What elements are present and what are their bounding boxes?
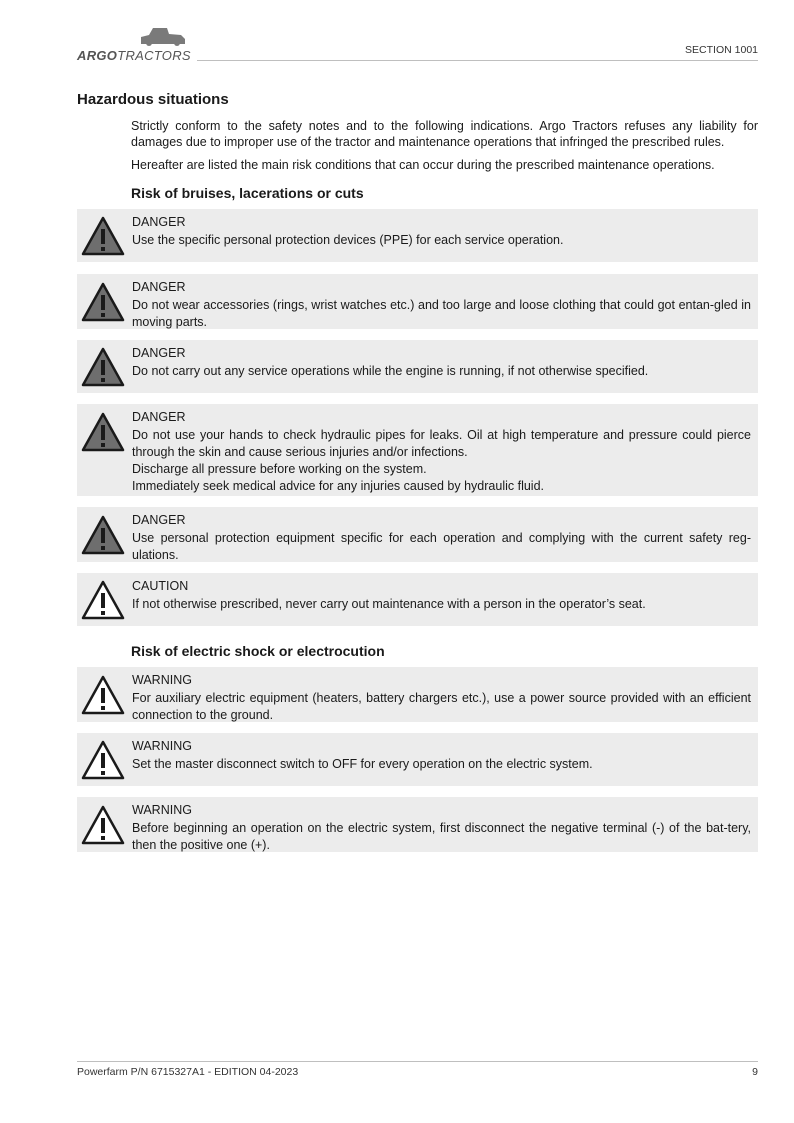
notice-text: Do not wear accessories (rings, wrist watches etc.) and too large and loose clothing that could got entan-gled in moving parts. [132, 298, 751, 329]
notice-level: WARNING [132, 739, 192, 753]
danger-warning-triangle-icon [81, 216, 125, 256]
page-title: Hazardous situations [77, 91, 229, 108]
footer-edition: Powerfarm P/N 6715327A1 - EDITION 04-2023 [77, 1066, 299, 1078]
notice-level: DANGER [132, 215, 186, 229]
notice-text: Do not use your hands to check hydraulic pipes for leaks. Oil at high temperature and pressure could pierce through the skin and cause serious injuries and/or infections. Discharge all pressure before working on the system. Immediately seek medical advice for any injuries caused by hydraulic fluid. [132, 428, 751, 493]
notice-text: Before beginning an operation on the electric system, first disconnect the negative terminal (-) of the bat-tery, then the positive one (+). [132, 821, 751, 852]
notice-level: WARNING [132, 803, 192, 817]
intro-paragraph-2: Hereafter are listed the main risk conditions that can occur during the prescribed maintenance operations. [131, 158, 715, 172]
caution-warning-triangle-icon [81, 580, 125, 620]
section-label: SECTION 1001 [685, 44, 758, 56]
intro-paragraph-1: Strictly conform to the safety notes and to the following indications. Argo Tractors refuses any liability for damages due to improper use of the tractor and maintenance operations that infringed the prescribed rules. [131, 119, 758, 149]
danger-warning-triangle-icon [81, 282, 125, 322]
notice-box [77, 573, 758, 626]
notice-box [77, 507, 758, 562]
notice-text: Use the specific personal protection devices (PPE) for each service operation. [132, 233, 564, 247]
notice-level: DANGER [132, 346, 186, 360]
logo-wordmark: ARGOTRACTORS [77, 48, 191, 63]
notice-text: Do not carry out any service operations while the engine is running, if not otherwise specified. [132, 364, 649, 378]
argo-tractors-logo [77, 22, 197, 62]
notice-box [77, 733, 758, 786]
tractor-silhouette-icon [135, 24, 191, 46]
notice-box [77, 797, 758, 852]
footer-divider [77, 1061, 758, 1062]
notice-box [77, 209, 758, 262]
notice-box [77, 667, 758, 722]
notice-level: DANGER [132, 410, 186, 424]
warning-triangle-icon [81, 675, 125, 715]
danger-warning-triangle-icon [81, 412, 125, 452]
notice-box [77, 404, 758, 496]
header-divider [197, 60, 758, 61]
danger-warning-triangle-icon [81, 347, 125, 387]
section-title-electric: Risk of electric shock or electrocution [131, 643, 385, 659]
section-title-bruises: Risk of bruises, lacerations or cuts [131, 185, 364, 201]
notice-level: CAUTION [132, 579, 189, 593]
notice-text: Set the master disconnect switch to OFF for every operation on the electric system. [132, 757, 593, 771]
notice-box [77, 274, 758, 329]
notice-text: Use personal protection equipment specific for each operation and complying with the current safety reg-ulations. [132, 531, 751, 562]
notice-level: DANGER [132, 280, 186, 294]
danger-warning-triangle-icon [81, 515, 125, 555]
notice-level: DANGER [132, 513, 186, 527]
notice-level: WARNING [132, 673, 192, 687]
page-number: 9 [752, 1066, 758, 1078]
notice-text: For auxiliary electric equipment (heaters, battery chargers etc.), use a power source provided with an efficient connection to the ground. [132, 691, 751, 722]
warning-triangle-icon [81, 805, 125, 845]
notice-text: If not otherwise prescribed, never carry out maintenance with a person in the operator’s seat. [132, 597, 646, 611]
warning-triangle-icon [81, 740, 125, 780]
notice-box [77, 340, 758, 393]
page-header [77, 22, 758, 62]
